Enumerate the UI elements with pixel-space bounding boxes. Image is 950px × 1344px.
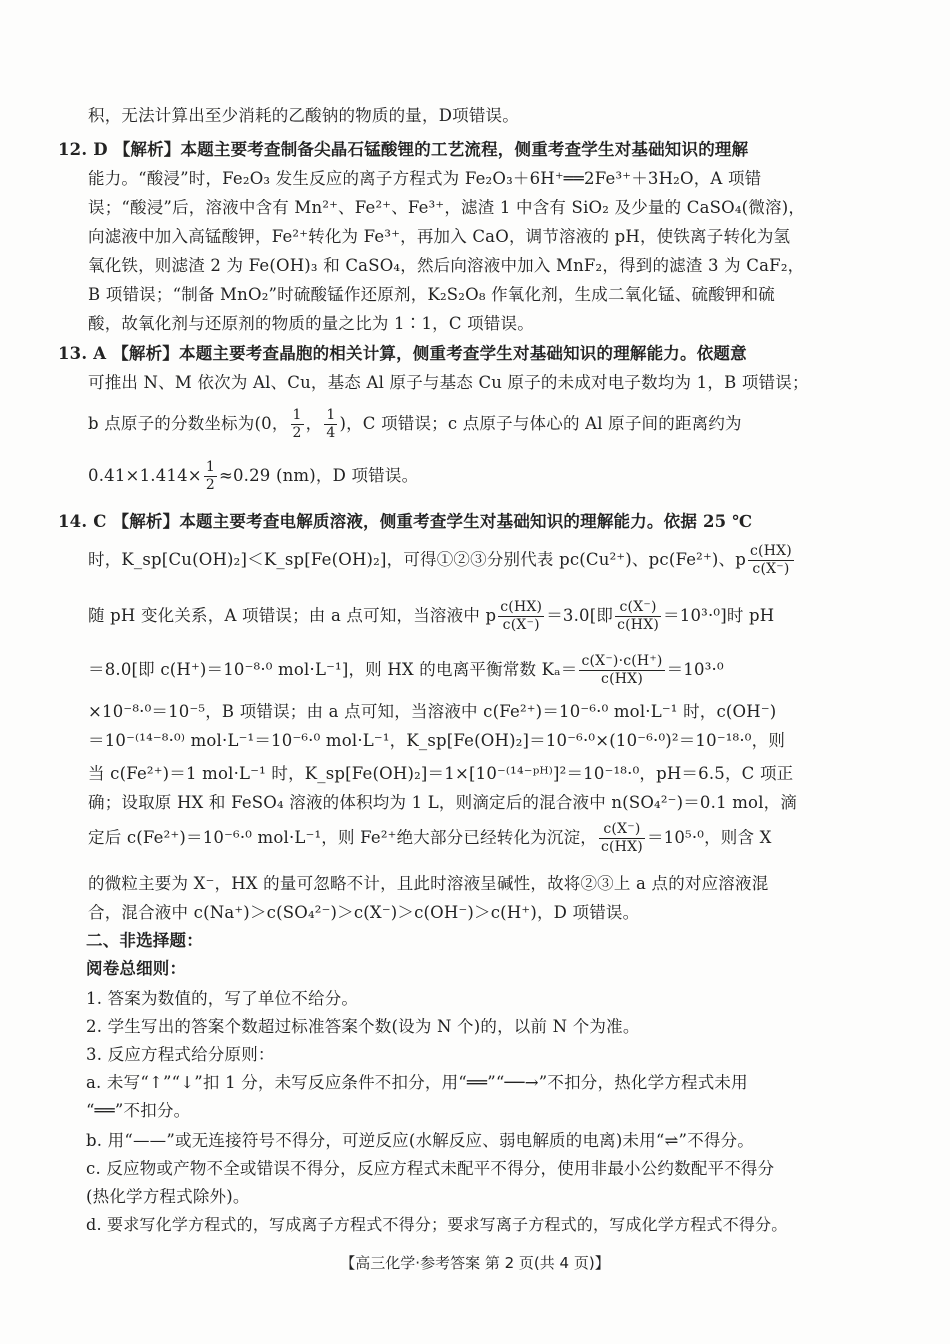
q14-line-1: 14. C 【解析】本题主要考查电解质溶液，侧重考查学生对基础知识的理解能力。依据 25 ℃ bbox=[58, 512, 753, 531]
rule-3a-line-2: “══”不扣分。 bbox=[86, 1101, 191, 1120]
q11-tail: 积，无法计算出至少消耗的乙酸钠的物质的量，D项错误。 bbox=[88, 106, 519, 125]
q12-line-6: B 项错误；“制备 MnO₂”时硫酸锰作还原剂，K₂S₂O₈ 作氧化剂，生成二氧化锰、硫酸钾和硫 bbox=[88, 285, 775, 304]
q13-line-4: 0.41×1.414× $\frac{1}{2}$ ≈0.29 (nm)，D 项错误。 bbox=[88, 459, 419, 493]
rule-3d: d. 要求写化学方程式的，写成离子方程式不得分；要求写离子方程式的，写成化学方程式不得分。 bbox=[86, 1215, 788, 1234]
q12-line-7: 酸，故氧化剂与还原剂的物质的量之比为 1∶1，C 项错误。 bbox=[88, 314, 534, 333]
q13-line-2: 可推出 N、M 依次为 Al、Cu，基态 Al 原子与基态 Cu 原子的未成对电子数均为 1，B 项错误； bbox=[88, 373, 809, 392]
q14-line-9: 定后 c(Fe²⁺)＝10⁻⁶·⁰ mol·L⁻¹，则 Fe²⁺绝大部分已经转化为沉淀， $\frac{c(X^-)}{c(HX)}$ ＝10⁵·⁰，则含 X bbox=[88, 821, 772, 855]
q14-line-5: ×10⁻⁸·⁰＝10⁻⁵，B 项错误；由 a 点可知，当溶液中 c(Fe²⁺)＝10⁻⁶·⁰ mol·L⁻¹ 时，c(OH⁻) bbox=[88, 702, 777, 721]
q13-line-1: 13. A 【解析】本题主要考查晶胞的相关计算，侧重考查学生对基础知识的理解能力。依题意 bbox=[58, 344, 747, 363]
q14-line-7: 当 c(Fe²⁺)＝1 mol·L⁻¹ 时，K_sp[Fe(OH)₂]＝1×[10⁻⁽¹⁴⁻ᵖᴴ⁾]²＝10⁻¹⁸·⁰，pH＝6.5，C 项正 bbox=[88, 764, 794, 783]
rules-heading: 阅卷总细则： bbox=[86, 959, 187, 978]
fraction-chx-cx: $\frac{c(HX)}{c(X^-)}$ bbox=[750, 543, 792, 577]
rule-3b: b. 用“——”或无连接符号不得分，可逆反应(水解反应、弱电解质的电离)未用“⇌”不得分。 bbox=[86, 1131, 754, 1150]
q12-line-1: 12. D 【解析】本题主要考查制备尖晶石锰酸锂的工艺流程，侧重考查学生对基础知识的理解 bbox=[58, 140, 749, 159]
q14-line-4: ＝8.0[即 c(H⁺)＝10⁻⁸·⁰ mol·L⁻¹]，则 HX 的电离平衡常数 Kₐ＝ $\frac{c(X^-)\cdot c(H^+)}{c(HX)}$ ＝10³·⁰ bbox=[88, 653, 724, 687]
rule-1: 1. 答案为数值的，写了单位不给分。 bbox=[86, 989, 359, 1008]
rule-3a-line-1: a. 未写“↑”“↓”扣 1 分，未写反应条件不扣分，用“══”“──→”不扣分，热化学方程式未用 bbox=[86, 1073, 748, 1092]
section-heading: 二、非选择题： bbox=[86, 931, 203, 950]
q14-line-11: 合，混合液中 c(Na⁺)＞c(SO₄²⁻)＞c(X⁻)＞c(OH⁻)＞c(H⁺)，D 项错误。 bbox=[88, 903, 640, 922]
q12-line-3: 误；“酸浸”后，溶液中含有 Mn²⁺、Fe²⁺、Fe³⁺，滤渣 1 中含有 SiO₂ 及少量的 CaSO₄(微溶)， bbox=[88, 198, 806, 217]
rule-2: 2. 学生写出的答案个数超过标准答案个数(设为 N 个)的，以前 N 个为准。 bbox=[86, 1017, 640, 1036]
fraction-ka: $\frac{c(X^-)\cdot c(H^+)}{c(HX)}$ bbox=[581, 653, 663, 687]
fraction-one-half: $\frac{1}{2}$ bbox=[292, 407, 302, 441]
q14-line-6: ＝10⁻⁽¹⁴⁻⁸·⁰⁾ mol·L⁻¹＝10⁻⁶·⁰ mol·L⁻¹，K_sp[Fe(OH)₂]＝10⁻⁶·⁰×(10⁻⁶·⁰)²＝10⁻¹⁸·⁰，则 bbox=[88, 731, 786, 750]
rule-3c-line-1: c. 反应物或产物不全或错误不得分，反应方程式未配平不得分，使用非最小公约数配平不得分 bbox=[86, 1159, 775, 1178]
q14-line-10: 的微粒主要为 X⁻，HX 的量可忽略不计，且此时溶液呈碱性，故将②③上 a 点的对应溶液混 bbox=[88, 874, 769, 893]
rule-3: 3. 反应方程式给分原则： bbox=[86, 1045, 275, 1064]
q14-line-8: 确；设取原 HX 和 FeSO₄ 溶液的体积均为 1 L，则滴定后的混合液中 n(SO₄²⁻)＝0.1 mol，滴 bbox=[88, 793, 798, 812]
fraction-one-quarter: $\frac{1}{4}$ bbox=[326, 407, 336, 441]
fraction-one-half-2: $\frac{1}{2}$ bbox=[205, 459, 215, 493]
q12-line-4: 向滤液中加入高锰酸钾，Fe²⁺转化为 Fe³⁺，再加入 CaO，调节溶液的 pH，使铁离子转化为氢 bbox=[88, 227, 791, 246]
q13-line-3: b 点原子的分数坐标为(0， $\frac{1}{2}$ ， $\frac{1}{4}$ )，C 项错误；c 点原子与体心的 Al 原子间的距离约为 bbox=[88, 407, 742, 441]
page-footer: 【高三化学·参考答案 第 2 页(共 4 页)】 bbox=[340, 1254, 610, 1272]
q14-line-3: 随 pH 变化关系，A 项错误；由 a 点可知，当溶液中 p $\frac{c(HX)}{c(X^-)}$ ＝3.0[即 $\frac{c(X^-)}{c(HX)}$ ＝10³·⁰]时 pH bbox=[88, 599, 775, 633]
q12-line-2: 能力。“酸浸”时，Fe₂O₃ 发生反应的离子方程式为 Fe₂O₃＋6H⁺══2Fe³⁺＋3H₂O，A 项错 bbox=[88, 169, 762, 188]
rule-3c-line-2: (热化学方程式除外)。 bbox=[86, 1187, 250, 1206]
q14-line-2: 时，K_sp[Cu(OH)₂]＜K_sp[Fe(OH)₂]，可得①②③分别代表 pc(Cu²⁺)、pc(Fe²⁺)、p $\frac{c(HX)}{c(X^-)}$ bbox=[88, 543, 792, 577]
q12-line-5: 氧化铁，则滤渣 2 为 Fe(OH)₃ 和 CaSO₄，然后向溶液中加入 MnF₂，得到的滤渣 3 为 CaF₂， bbox=[88, 256, 805, 275]
